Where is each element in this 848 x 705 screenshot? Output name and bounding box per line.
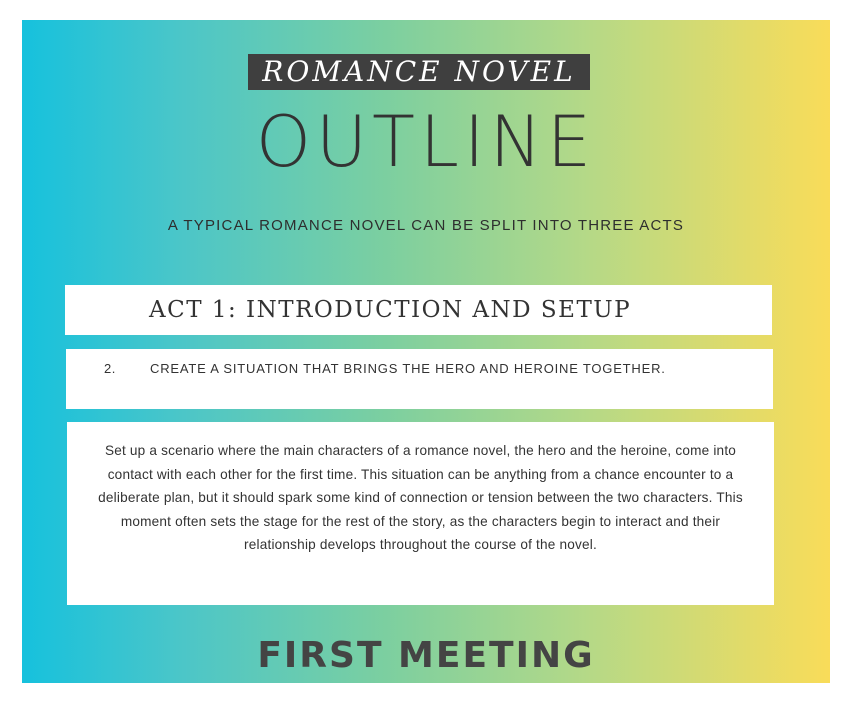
page-title: OUTLINE — [255, 101, 597, 183]
section-title: FIRST MEETING — [257, 635, 595, 676]
subtitle: A TYPICAL ROMANCE NOVEL CAN BE SPLIT INTO THREE ACTS — [167, 217, 685, 234]
step-number: 2. — [104, 361, 116, 376]
act-title: ACT 1: INTRODUCTION AND SETUP — [149, 297, 632, 323]
banner-title: ROMANCE NOVEL — [248, 54, 590, 90]
step-text: CREATE A SITUATION THAT BRINGS THE HERO AND HEROINE TOGETHER. — [150, 361, 666, 376]
description-box — [67, 422, 774, 605]
act-heading-box — [65, 285, 772, 335]
step-box — [66, 349, 773, 409]
outline-graphic — [22, 20, 830, 683]
description-text: Set up a scenario where the main characters of a romance novel, the hero and the heroine, come into contact with each other for the first time. This situation can be anything from a chance encounter to a deliberate plan, but it should spark some kind of connection or tension between the two characters. This moment often sets the stage for the rest of the story, as the characters begin to interact and their relationship develops throughout the course of the novel. — [98, 443, 743, 552]
